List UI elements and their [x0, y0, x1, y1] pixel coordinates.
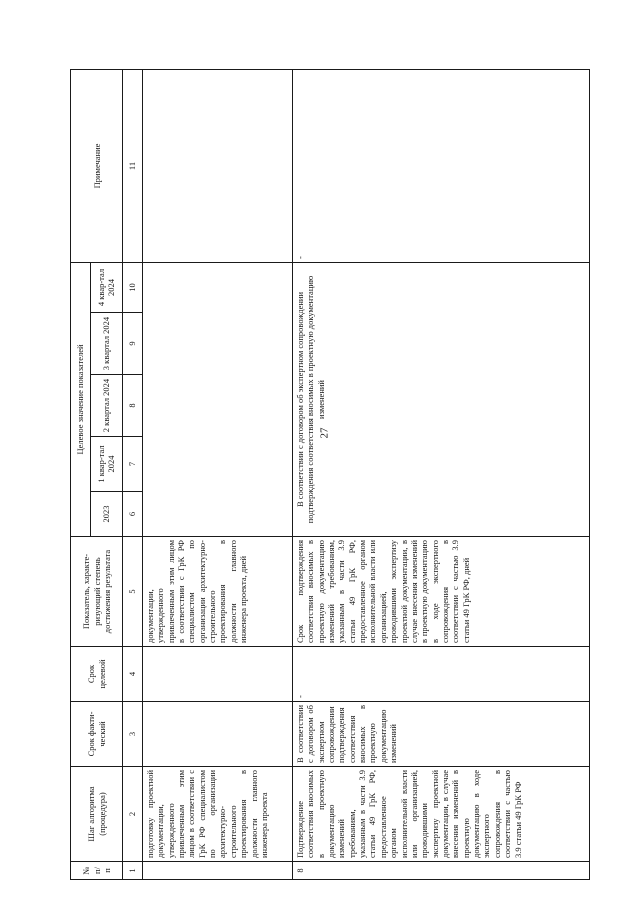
header-actual-term: Срок факти-ческий — [71, 702, 123, 767]
column-number: 3 — [123, 702, 143, 767]
column-number: 10 — [123, 262, 143, 312]
header-indicator: Показатель, характе-ризующий степень достижения результата — [71, 537, 123, 647]
header-target-term: Срок целевой — [71, 647, 123, 702]
column-number: 1 — [123, 862, 143, 880]
target-term-cell: - — [292, 647, 589, 702]
row-number — [142, 862, 292, 880]
actual-term-cell — [142, 702, 292, 767]
column-numbers-row — [123, 69, 143, 879]
header-q1-2024: 1 квар-тал 2024 — [90, 437, 123, 492]
header-2023: 2023 — [90, 492, 123, 537]
header-step: Шаг алгоритма (процедура) — [71, 767, 123, 862]
target-values-cell: В соответствии с договором об экспертном сопровождении подтверждения соответствия вносимых в проектную документацию изменений — [292, 262, 589, 536]
rotated-table-wrapper — [70, 70, 590, 880]
header-note: Примечание — [71, 69, 123, 262]
column-number: 6 — [123, 492, 143, 537]
table-row — [292, 69, 589, 879]
header-target-values: Целевое значение показателей — [71, 262, 91, 536]
algorithm-table — [70, 69, 590, 880]
step-cell: подготовку проектной документации, утвержденного привлеченным этим лицом в соответствии с ГрК РФ специалистом по организации архитектурно-строительного проектирования в должности главного инженера проекта — [142, 767, 292, 862]
header-q2-2024: 2 квартал 2024 — [90, 375, 123, 437]
note-cell: - — [292, 69, 589, 262]
actual-term-cell: В соответствии с договором об экспертном сопровождении подтверждения соответствия вносимых в проектную документацию изменений — [292, 702, 589, 767]
step-cell: Подтверждение соответствия вносимых в проектную документацию изменений требованиям, указанным в части 3.9 статьи 49 ГрК РФ, предоставленное органом исполнительной власти или организацией, проводившими экспертизу проектной документации, в случае внесения изменений в проектную документацию в ходе экспертного сопровождения в соответствии с частью 3.9 статьи 49 ГрК РФ — [292, 767, 589, 862]
page-number: 27 — [318, 427, 330, 439]
note-cell — [142, 69, 292, 262]
column-number: 2 — [123, 767, 143, 862]
indicator-cell: Срок подтверждения соответствия вносимых в проектную документацию изменений требованиям, указанным в части 3.9 статьи 49 ГрК РФ, предоставленное органом исполнительной власти или организацией, проводившими экспертизу проектной документации, в случае внесения изменений в проектную документацию в ходе экспертного сопровождения в соответствии с частью 3.9 статьи 49 ГрК РФ, дней — [292, 537, 589, 647]
column-number: 7 — [123, 437, 143, 492]
table-row — [142, 69, 292, 879]
header-no: № п/ п — [71, 862, 123, 880]
header-q3-2024: 3 квартал 2024 — [90, 313, 123, 375]
column-number: 5 — [123, 537, 143, 647]
column-number: 8 — [123, 375, 143, 437]
header-q4-2024: 4 квар-тал 2024 — [90, 262, 123, 312]
indicator-cell: документации, утвержденного привлеченным этим лицом в соответствии с ГрК РФ специалистом по организации архитектурно-строительного проектирования в должности главного инженера проекта, дней — [142, 537, 292, 647]
row-number: 8 — [292, 862, 589, 880]
column-number: 4 — [123, 647, 143, 702]
column-number: 11 — [123, 69, 143, 262]
header-row-1 — [71, 69, 91, 879]
column-number: 9 — [123, 313, 143, 375]
target-values-cell — [142, 262, 292, 536]
target-term-cell — [142, 647, 292, 702]
